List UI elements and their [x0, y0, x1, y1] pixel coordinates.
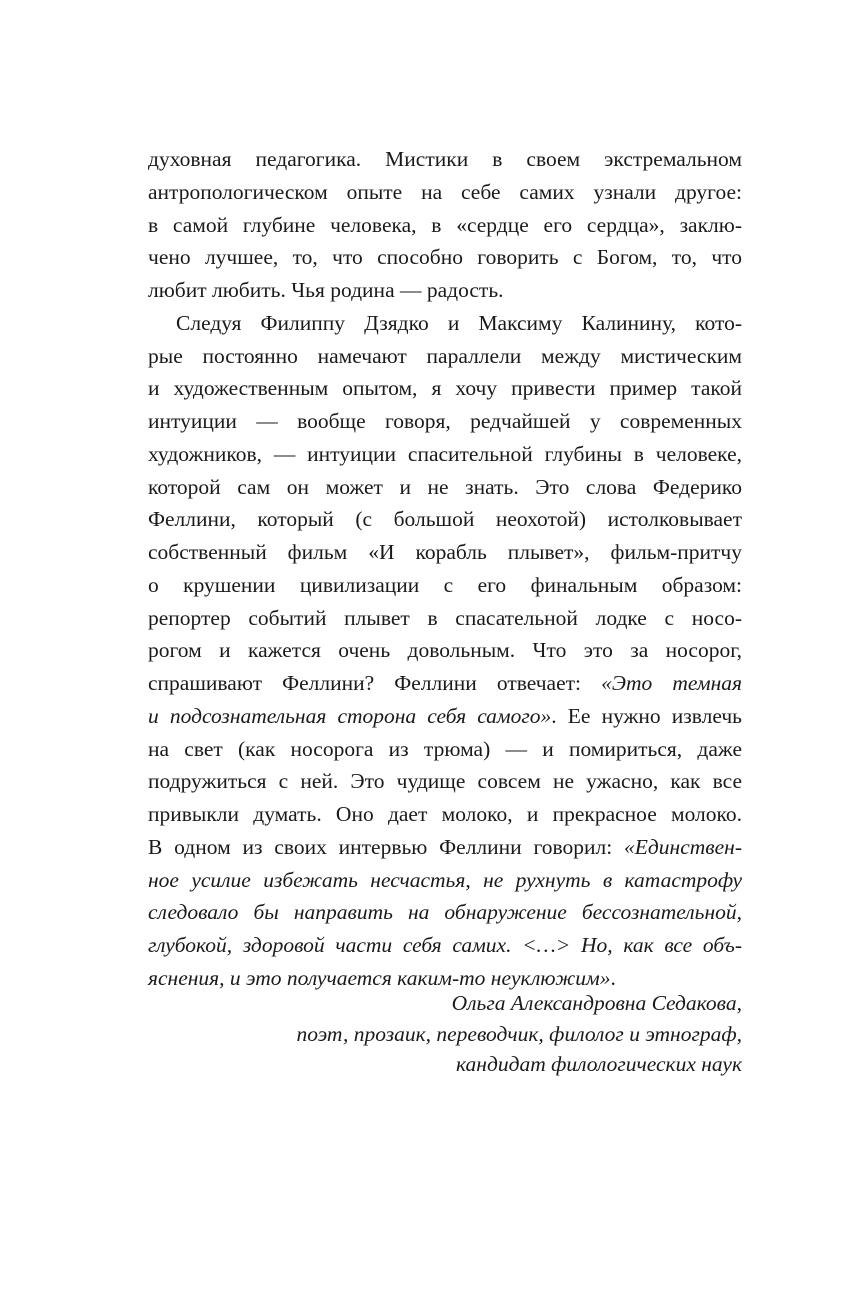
- text-segment: подружиться с ней. Это чудище совсем не ужасно, как все: [148, 769, 742, 794]
- text-line: [148, 602, 742, 635]
- text-segment: и художественным опытом, я хочу привести пример такой: [148, 376, 742, 401]
- text-segment: чено лучшее, то, что способно говорить с Богом, то, что: [148, 245, 742, 270]
- text-line: [148, 700, 742, 733]
- author-degree: кандидат филологических наук: [456, 1052, 742, 1076]
- author-signature: [297, 988, 743, 1080]
- text-segment: на свет (как носорога из трюма) — и помириться, даже: [148, 736, 742, 761]
- text-line: [148, 143, 742, 176]
- text-line: [148, 176, 742, 209]
- text-line: [148, 471, 742, 504]
- text-segment: .: [610, 965, 616, 990]
- text-line: [148, 241, 742, 274]
- text-segment: рогом и кажется очень довольным. Что это за носорог,: [148, 638, 742, 663]
- text-line: [148, 274, 742, 307]
- text-segment: привыкли думать. Оно дает молоко, и прекрасное молоко.: [148, 802, 742, 826]
- quote-segment: яснения, и это получается каким-то неуклюжим»: [148, 965, 611, 990]
- text-line: [148, 503, 742, 536]
- text-segment: художников, — интуиции спасительной глубины в человеке,: [148, 441, 742, 466]
- text-segment: собственный фильм «И корабль плывет», фильм-притчу: [148, 540, 742, 564]
- text-line: [148, 667, 742, 700]
- quote-segment: «Единствен-: [624, 834, 742, 859]
- text-segment: о крушении цивилизации с его финальным образом:: [148, 572, 742, 597]
- text-segment: . Ее нужно извлечь: [551, 703, 742, 728]
- text-segment: любит любить. Чья родина — радость.: [148, 278, 504, 302]
- quote-segment: глубокой, здоровой части себя самих. <…> Но, как все объ-: [148, 933, 742, 957]
- text-line: [148, 864, 742, 897]
- text-line: [148, 536, 742, 569]
- text-line: [148, 405, 742, 438]
- author-roles: поэт, прозаик, переводчик, филолог и этнограф,: [296, 1021, 742, 1046]
- text-segment: духовная педагогика. Мистики в своем экстремальном: [148, 147, 742, 171]
- text-segment: В одном из своих интервью Феллини говорил:: [148, 834, 625, 859]
- author-name: Ольга Александровна Седакова,: [451, 991, 742, 1015]
- text-line: [148, 896, 742, 929]
- text-segment: которой сам он может и не знать. Это слова Федерико: [148, 474, 742, 499]
- text-segment: антропологическом опыте на себе самих узнали другое:: [148, 179, 742, 204]
- text-segment: спрашивают Феллини? Феллини отвечает:: [148, 671, 602, 695]
- text-segment: интуиции — вообще говоря, редчайшей у современных: [148, 409, 742, 433]
- quote-segment: «Это темная: [601, 671, 742, 695]
- text-line: [148, 765, 742, 798]
- text-segment: репортер событий плывет в спасательной лодке с носо-: [148, 605, 742, 630]
- text-line: [148, 569, 742, 602]
- text-segment: рые постоянно намечают параллели между мистическим: [148, 343, 742, 368]
- text-line: [148, 733, 742, 766]
- text-line: [148, 929, 742, 962]
- quote-segment: следовало бы направить на обнаружение бессознательной,: [148, 900, 742, 925]
- text-line: [148, 831, 742, 864]
- text-line: [148, 307, 742, 340]
- text-line: [148, 438, 742, 471]
- text-line: [148, 372, 742, 405]
- text-segment: Следуя Филиппу Дзядко и Максиму Калинину, кото-: [176, 310, 742, 335]
- text-segment: Феллини, который (с большой неохотой) истолковывает: [148, 507, 742, 532]
- body-text: [148, 143, 742, 995]
- text-segment: в самой глубине человека, в «сердце его сердца», заклю-: [148, 212, 742, 237]
- quote-segment: и подсознательная сторона себя самого»: [148, 703, 552, 728]
- text-line: [148, 209, 742, 242]
- text-line: [148, 340, 742, 373]
- text-line: [148, 798, 742, 831]
- quote-segment: ное усилие избежать несчастья, не рухнуть в катастрофу: [148, 867, 742, 892]
- text-line: [148, 634, 742, 667]
